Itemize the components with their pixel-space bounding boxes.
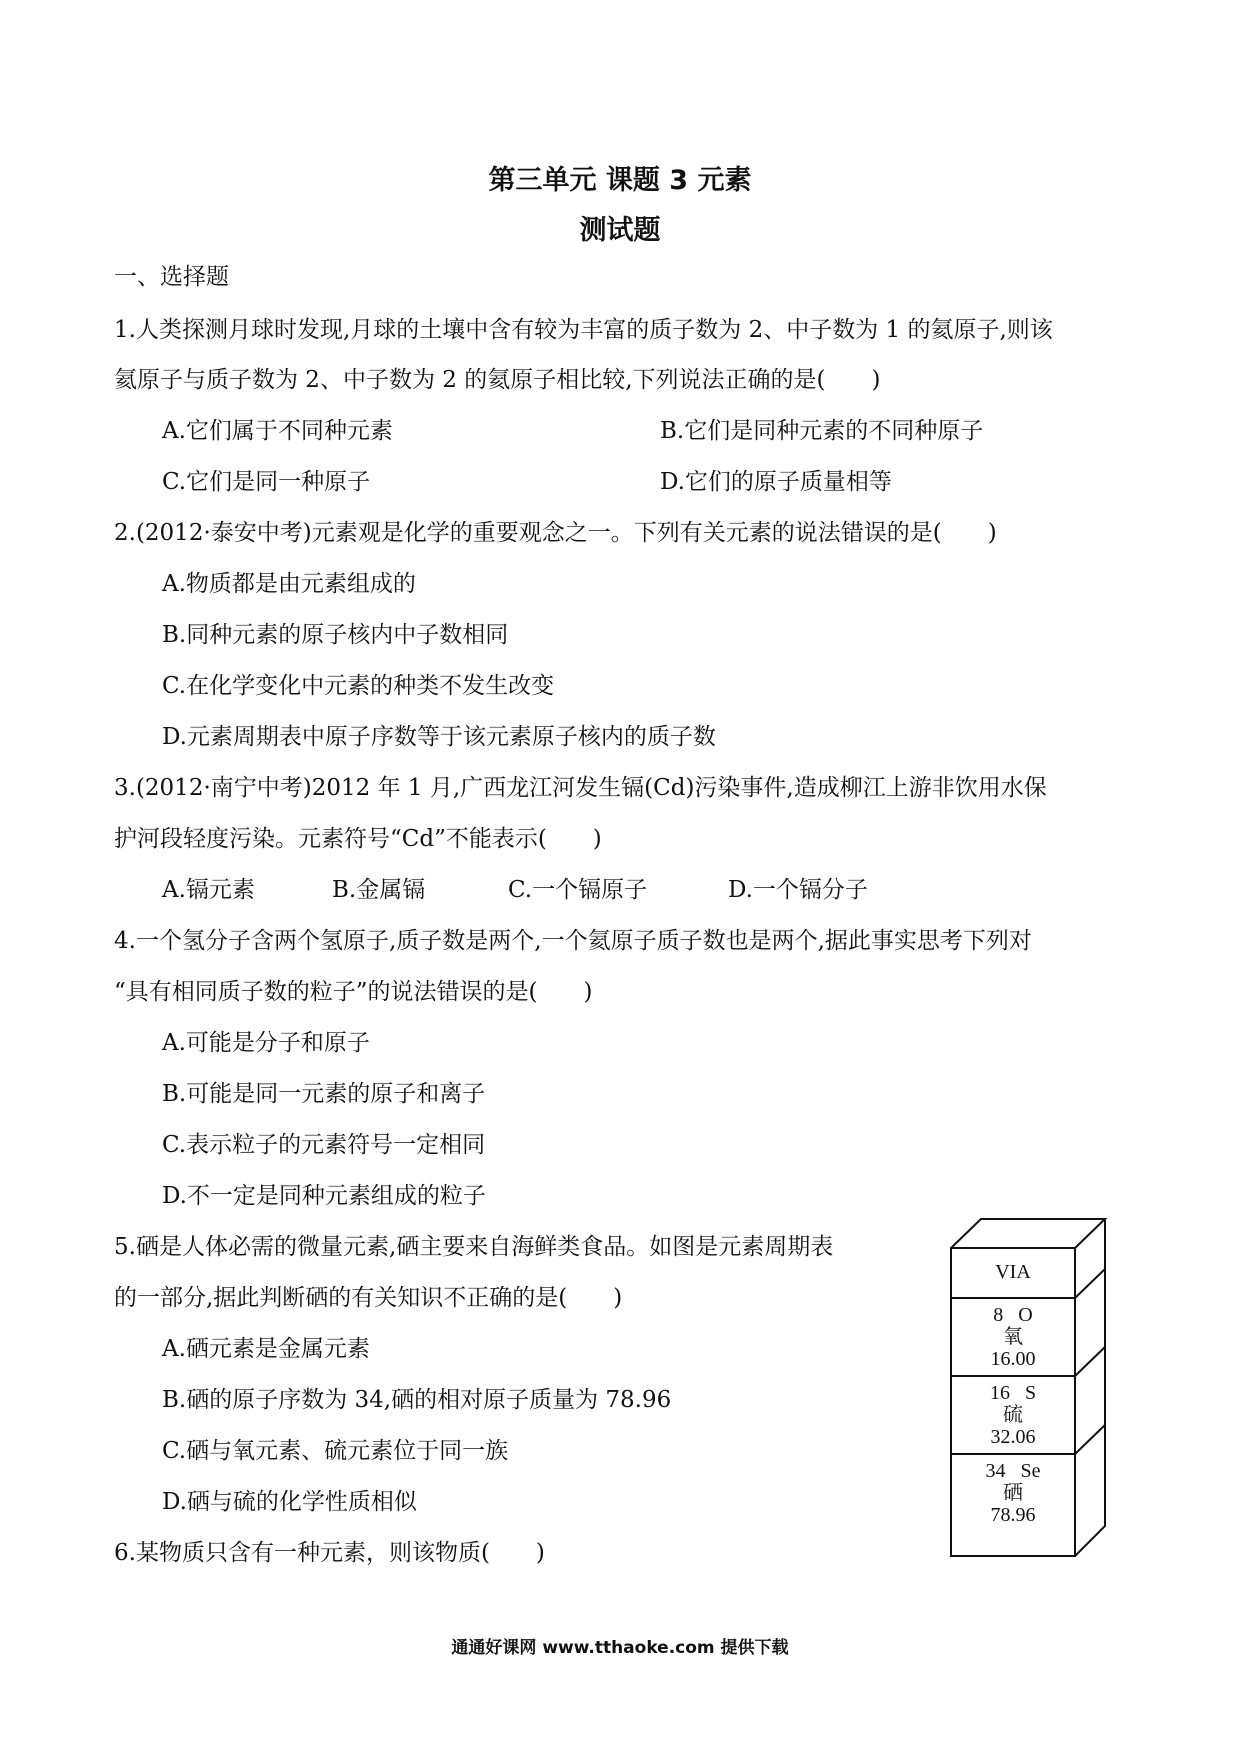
element-number: 8 bbox=[993, 1304, 1004, 1326]
question-4-option-a: A.可能是分子和原子 bbox=[162, 1030, 370, 1056]
element-number: 34 bbox=[985, 1460, 1006, 1482]
question-4-line-1: 4.一个氢分子含两个氢原子,质子数是两个,一个氦原子质子数也是两个,据此事实思考下列对 bbox=[114, 928, 1032, 954]
periodic-group-label: VIA bbox=[995, 1261, 1031, 1283]
element-mass: 32.06 bbox=[990, 1426, 1036, 1448]
element-mass: 16.00 bbox=[990, 1348, 1036, 1370]
question-1-option-d: D.它们的原子质量相等 bbox=[660, 469, 892, 495]
question-2-option-c: C.在化学变化中元素的种类不发生改变 bbox=[162, 673, 555, 699]
question-2-line-1: 2.(2012·泰安中考)元素观是化学的重要观念之一。下列有关元素的说法错误的是( ) bbox=[114, 520, 997, 546]
question-5-option-b: B.硒的原子序数为 34,硒的相对原子质量为 78.96 bbox=[162, 1387, 672, 1413]
element-oxygen bbox=[953, 1304, 1073, 1370]
question-1-option-c: C.它们是同一种原子 bbox=[162, 469, 371, 495]
question-3-option-b: B.金属镉 bbox=[332, 877, 426, 903]
question-3-option-c: C.一个镉原子 bbox=[508, 877, 648, 903]
question-1-option-a: A.它们属于不同种元素 bbox=[162, 418, 393, 444]
question-5-option-c: C.硒与氧元素、硫元素位于同一族 bbox=[162, 1438, 509, 1464]
question-1-option-b: B.它们是同种元素的不同种原子 bbox=[660, 418, 984, 444]
question-5-option-a: A.硒元素是金属元素 bbox=[162, 1336, 370, 1362]
question-1-line-2: 氦原子与质子数为 2、中子数为 2 的氦原子相比较,下列说法正确的是( ) bbox=[114, 367, 881, 393]
question-5-option-d: D.硒与硫的化学性质相似 bbox=[162, 1489, 417, 1515]
element-symbol: O bbox=[1018, 1304, 1033, 1326]
element-number: 16 bbox=[989, 1382, 1010, 1404]
periodic-table-fragment bbox=[950, 1218, 1120, 1558]
element-name: 硒 bbox=[1003, 1482, 1023, 1504]
question-2-option-a: A.物质都是由元素组成的 bbox=[162, 571, 416, 597]
element-name: 氧 bbox=[1003, 1326, 1023, 1348]
question-4-option-d: D.不一定是同种元素组成的粒子 bbox=[162, 1183, 486, 1209]
question-4-option-c: C.表示粒子的元素符号一定相同 bbox=[162, 1132, 486, 1158]
element-selenium bbox=[953, 1460, 1073, 1526]
section-heading: 一、选择题 bbox=[114, 264, 229, 290]
question-5-line-2: 的一部分,据此判断硒的有关知识不正确的是( ) bbox=[114, 1285, 623, 1311]
question-4-line-2: “具有相同质子数的粒子”的说法错误的是( ) bbox=[114, 979, 593, 1005]
question-1-line-1: 1.人类探测月球时发现,月球的土壤中含有较为丰富的质子数为 2、中子数为 1 的氦原子,则该 bbox=[114, 317, 1053, 343]
element-name: 硫 bbox=[1003, 1404, 1023, 1426]
element-sulfur bbox=[953, 1382, 1073, 1448]
question-2-option-d: D.元素周期表中原子序数等于该元素原子核内的质子数 bbox=[162, 724, 716, 750]
question-3-line-2: 护河段轻度污染。元素符号“Cd”不能表示( ) bbox=[114, 826, 602, 852]
question-2-option-b: B.同种元素的原子核内中子数相同 bbox=[162, 622, 509, 648]
question-3-option-d: D.一个镉分子 bbox=[728, 877, 868, 903]
question-5-line-1: 5.硒是人体必需的微量元素,硒主要来自海鲜类食品。如图是元素周期表 bbox=[114, 1234, 834, 1260]
question-4-option-b: B.可能是同一元素的原子和离子 bbox=[162, 1081, 486, 1107]
element-mass: 78.96 bbox=[990, 1504, 1036, 1526]
question-6-line-1: 6.某物质只含有一种元素，则该物质( ) bbox=[114, 1540, 545, 1566]
element-symbol: Se bbox=[1020, 1460, 1041, 1482]
page-subtitle: 测试题 bbox=[579, 215, 661, 246]
page-title: 第三单元 课题 3 元素 bbox=[488, 165, 752, 196]
element-symbol: S bbox=[1024, 1382, 1037, 1404]
page-footer: 通通好课网 www.tthaoke.com 提供下载 bbox=[451, 1638, 789, 1658]
question-3-option-a: A.镉元素 bbox=[162, 877, 255, 903]
question-3-line-1: 3.(2012·南宁中考)2012 年 1 月,广西龙江河发生镉(Cd)污染事件,造成柳江上游非饮用水保 bbox=[114, 775, 1047, 801]
